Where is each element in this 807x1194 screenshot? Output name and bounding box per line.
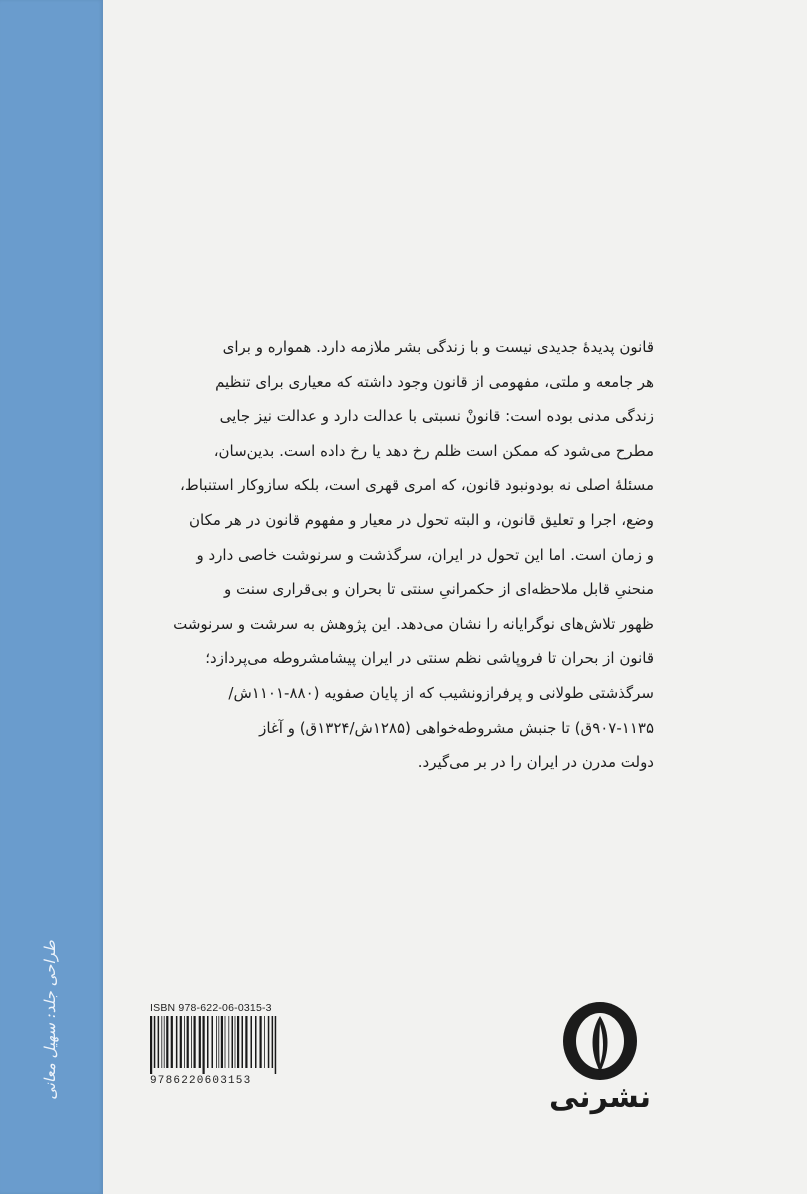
barcode-bar — [171, 1016, 173, 1068]
blurb-line: مسئلهٔ اصلی نه بودونبود قانون، که امری قهری است، بلکه سازوکار استنباط، — [180, 476, 654, 495]
cover-designer-credit-text: طراحی جلد: سهیل معانی — [41, 940, 60, 1100]
barcode-bar — [237, 1016, 239, 1068]
barcode-bars — [148, 1016, 280, 1074]
barcode-bar — [207, 1016, 209, 1068]
barcode-bar — [212, 1016, 214, 1068]
blurb-line: سرگذشتی طولانی و پرفرازونشیب که از پایان صفویه (۸۸۰-۱۱۰۱ش/ — [228, 683, 654, 702]
blurb-line: دولت مدرن در ایران را در بر می‌گیرد. — [417, 753, 654, 772]
barcode-bar — [255, 1016, 257, 1068]
barcode-bar — [191, 1016, 192, 1068]
barcode-bar — [221, 1016, 223, 1068]
blurb-line: هر جامعه و ملتی، مفهومی از قانون وجود داشته که معیاری برای تنظیم — [215, 372, 654, 391]
blurb-line: وضع، اجرا و تعلیق قانون، و البته تحول در معیار و مفهوم قانون در هر مکان — [188, 510, 654, 529]
blurb-line: قانون پدیدهٔ جدیدی نیست و با زندگی بشر ملازمه دارد. همواره و برای — [222, 338, 654, 356]
barcode-bar — [199, 1016, 201, 1068]
barcode-bar — [272, 1016, 274, 1068]
barcode-bar — [275, 1016, 277, 1074]
blurb-line: منحنیِ قابل ملاحظه‌ای از حکمرانیِ سنتی تا بحران و بی‌قراری سنت و — [223, 580, 654, 599]
blurb-line: زندگی مدنی بوده است: قانونْ نسبتی با عدالت دارد و عدالت نیز جایی — [219, 407, 654, 426]
barcode-bar — [176, 1016, 178, 1068]
barcode-bar — [166, 1016, 168, 1068]
blurb-line: مطرح می‌شود که ممکن است ظلم رخ دهد یا رخ داده است. بدین‌سان، — [213, 441, 654, 460]
publisher-logo — [540, 1000, 660, 1120]
publisher-name: نشرنی — [548, 1080, 652, 1115]
barcode-bar — [251, 1016, 253, 1068]
barcode-bar — [187, 1016, 189, 1068]
barcode-bar — [180, 1016, 182, 1068]
barcode-bar — [203, 1016, 205, 1074]
isbn-digits: 9786220603153 — [150, 1075, 252, 1087]
barcode-bar — [232, 1016, 234, 1068]
barcode-bar — [242, 1016, 244, 1068]
book-spine-strip — [0, 0, 103, 1194]
barcode-bar — [260, 1016, 262, 1068]
barcode-bar — [264, 1016, 265, 1068]
barcode-bar — [216, 1016, 217, 1068]
blurb-line: ظهور تلاش‌های نوگرایانه را نشان می‌دهد. این پژوهش به سرشت و سرنوشت — [173, 614, 654, 633]
isbn-label: ISBN 978-622-06-0315-3 — [150, 1002, 272, 1014]
blurb-line: و زمان است. اما این تحول در ایران، سرگذشت و سرنوشت خاصی دارد و — [196, 545, 654, 564]
isbn-barcode — [148, 1002, 282, 1087]
barcode-bar — [150, 1016, 152, 1074]
barcode-bar — [235, 1016, 236, 1068]
barcode-bar — [164, 1016, 165, 1068]
blurb-line: قانون از بحران تا فروپاشی نظم سنتی در ایران پیشامشروطه می‌پردازد؛ — [205, 649, 654, 668]
barcode-bar — [194, 1016, 196, 1068]
cover-designer-credit — [30, 930, 70, 1110]
barcode-bar — [228, 1016, 229, 1068]
blurb-line: ۹۰۷-۱۱۳۵ق) تا جنبش مشروطه‌خواهی (۱۲۸۵ش/۱۳۲۴ق) و آغاز — [259, 718, 654, 737]
ney-reed-logo-icon — [560, 1000, 640, 1082]
back-cover-blurb — [146, 330, 654, 780]
barcode-bar — [245, 1016, 247, 1068]
barcode-bar — [268, 1016, 270, 1068]
barcode-bar — [218, 1016, 219, 1068]
barcode-bar — [161, 1016, 162, 1068]
barcode-bar — [154, 1016, 156, 1068]
barcode-bar — [158, 1016, 160, 1068]
barcode-bar — [184, 1016, 185, 1068]
barcode-bar — [225, 1016, 226, 1068]
